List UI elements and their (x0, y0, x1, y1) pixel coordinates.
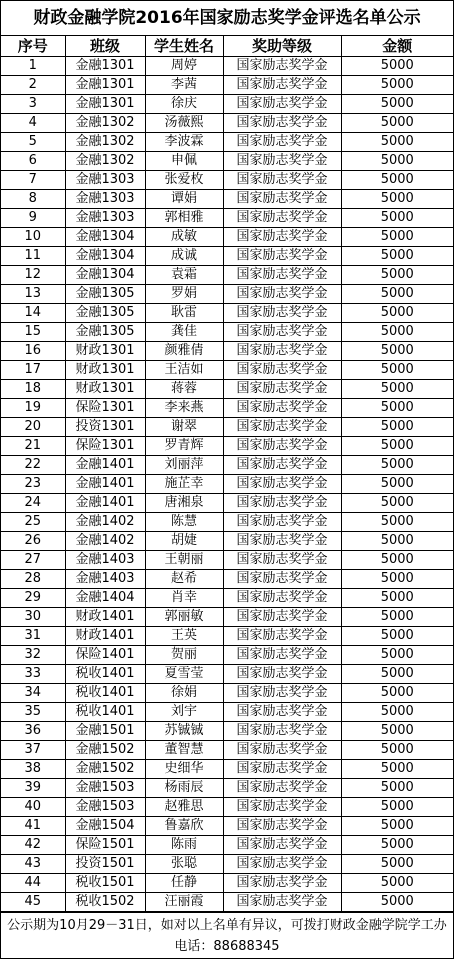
cell-student-name: 谭娟 (145, 190, 223, 209)
cell-class: 税收1401 (65, 684, 145, 703)
cell-class: 金融1303 (65, 171, 145, 190)
table-row (1, 836, 453, 855)
cell-amount: 5000 (341, 342, 453, 361)
cell-student-name: 贺丽 (145, 646, 223, 665)
cell-award-level: 国家励志奖学金 (223, 171, 341, 190)
table-row (1, 266, 453, 285)
cell-student-name: 王洁如 (145, 361, 223, 380)
cell-serial: 32 (1, 646, 65, 665)
cell-award-level: 国家励志奖学金 (223, 551, 341, 570)
cell-class: 金融1502 (65, 760, 145, 779)
cell-amount: 5000 (341, 57, 453, 76)
cell-award-level: 国家励志奖学金 (223, 342, 341, 361)
cell-student-name: 任静 (145, 874, 223, 893)
cell-serial: 25 (1, 513, 65, 532)
table-row (1, 646, 453, 665)
cell-amount: 5000 (341, 665, 453, 684)
table-row (1, 456, 453, 475)
cell-student-name: 成诚 (145, 247, 223, 266)
cell-award-level: 国家励志奖学金 (223, 874, 341, 893)
table-row (1, 171, 453, 190)
cell-serial: 45 (1, 893, 65, 912)
cell-award-level: 国家励志奖学金 (223, 646, 341, 665)
cell-amount: 5000 (341, 741, 453, 760)
cell-award-level: 国家励志奖学金 (223, 589, 341, 608)
cell-serial: 10 (1, 228, 65, 247)
table-row (1, 893, 453, 912)
cell-class: 保险1301 (65, 399, 145, 418)
cell-class: 金融1401 (65, 494, 145, 513)
table-row (1, 608, 453, 627)
table-row (1, 133, 453, 152)
cell-amount: 5000 (341, 722, 453, 741)
cell-class: 税收1502 (65, 893, 145, 912)
cell-class: 金融1305 (65, 323, 145, 342)
cell-serial: 29 (1, 589, 65, 608)
cell-serial: 44 (1, 874, 65, 893)
cell-class: 保险1401 (65, 646, 145, 665)
cell-student-name: 刘宇 (145, 703, 223, 722)
cell-serial: 14 (1, 304, 65, 323)
cell-amount: 5000 (341, 418, 453, 437)
cell-amount: 5000 (341, 95, 453, 114)
cell-student-name: 汤薇熙 (145, 114, 223, 133)
table-row (1, 855, 453, 874)
table-row (1, 57, 453, 76)
cell-class: 金融1301 (65, 57, 145, 76)
table-row (1, 342, 453, 361)
cell-serial: 22 (1, 456, 65, 475)
cell-amount: 5000 (341, 513, 453, 532)
cell-amount: 5000 (341, 608, 453, 627)
cell-student-name: 苏铖铖 (145, 722, 223, 741)
cell-class: 财政1301 (65, 380, 145, 399)
cell-student-name: 赵雅思 (145, 798, 223, 817)
cell-award-level: 国家励志奖学金 (223, 494, 341, 513)
header-class: 班级 (65, 36, 145, 57)
cell-student-name: 李茜 (145, 76, 223, 95)
cell-class: 金融1301 (65, 95, 145, 114)
cell-student-name: 刘丽萍 (145, 456, 223, 475)
cell-award-level: 国家励志奖学金 (223, 323, 341, 342)
cell-amount: 5000 (341, 798, 453, 817)
cell-serial: 39 (1, 779, 65, 798)
cell-award-level: 国家励志奖学金 (223, 760, 341, 779)
cell-award-level: 国家励志奖学金 (223, 152, 341, 171)
cell-amount: 5000 (341, 589, 453, 608)
cell-amount: 5000 (341, 399, 453, 418)
cell-serial: 7 (1, 171, 65, 190)
cell-amount: 5000 (341, 114, 453, 133)
cell-amount: 5000 (341, 361, 453, 380)
cell-student-name: 汪丽霞 (145, 893, 223, 912)
table-row (1, 361, 453, 380)
table-row (1, 741, 453, 760)
cell-class: 金融1502 (65, 741, 145, 760)
cell-serial: 11 (1, 247, 65, 266)
cell-award-level: 国家励志奖学金 (223, 285, 341, 304)
cell-award-level: 国家励志奖学金 (223, 665, 341, 684)
cell-class: 金融1304 (65, 228, 145, 247)
table-row (1, 437, 453, 456)
table-row (1, 570, 453, 589)
cell-amount: 5000 (341, 627, 453, 646)
cell-student-name: 史细华 (145, 760, 223, 779)
cell-amount: 5000 (341, 703, 453, 722)
table-row (1, 532, 453, 551)
table-row (1, 285, 453, 304)
table-row (1, 589, 453, 608)
table-row (1, 76, 453, 95)
table-row (1, 95, 453, 114)
cell-amount: 5000 (341, 323, 453, 342)
cell-class: 金融1402 (65, 532, 145, 551)
cell-class: 金融1501 (65, 722, 145, 741)
cell-class: 金融1301 (65, 76, 145, 95)
table-row (1, 418, 453, 437)
cell-student-name: 成敏 (145, 228, 223, 247)
cell-serial: 12 (1, 266, 65, 285)
cell-serial: 36 (1, 722, 65, 741)
cell-class: 金融1304 (65, 266, 145, 285)
cell-amount: 5000 (341, 893, 453, 912)
table-row (1, 494, 453, 513)
cell-class: 金融1401 (65, 475, 145, 494)
cell-student-name: 张聪 (145, 855, 223, 874)
cell-award-level: 国家励志奖学金 (223, 418, 341, 437)
cell-student-name: 王朝丽 (145, 551, 223, 570)
cell-class: 投资1301 (65, 418, 145, 437)
cell-award-level: 国家励志奖学金 (223, 855, 341, 874)
table-row (1, 703, 453, 722)
cell-award-level: 国家励志奖学金 (223, 266, 341, 285)
cell-student-name: 施芷幸 (145, 475, 223, 494)
cell-class: 税收1501 (65, 874, 145, 893)
cell-class: 金融1403 (65, 570, 145, 589)
cell-class: 金融1303 (65, 209, 145, 228)
cell-student-name: 张爱枚 (145, 171, 223, 190)
table-row (1, 114, 453, 133)
cell-class: 金融1302 (65, 133, 145, 152)
header-row (1, 36, 453, 57)
cell-amount: 5000 (341, 475, 453, 494)
cell-amount: 5000 (341, 304, 453, 323)
cell-award-level: 国家励志奖学金 (223, 608, 341, 627)
cell-amount: 5000 (341, 190, 453, 209)
cell-award-level: 国家励志奖学金 (223, 627, 341, 646)
cell-student-name: 申佩 (145, 152, 223, 171)
cell-student-name: 董智慧 (145, 741, 223, 760)
cell-award-level: 国家励志奖学金 (223, 437, 341, 456)
cell-serial: 23 (1, 475, 65, 494)
cell-class: 金融1302 (65, 114, 145, 133)
cell-award-level: 国家励志奖学金 (223, 190, 341, 209)
sheet-title: 财政金融学院2016年国家励志奖学金评选名单公示 (1, 1, 453, 36)
cell-serial: 40 (1, 798, 65, 817)
cell-serial: 15 (1, 323, 65, 342)
cell-serial: 16 (1, 342, 65, 361)
table-row (1, 722, 453, 741)
cell-serial: 31 (1, 627, 65, 646)
cell-student-name: 蒋蓉 (145, 380, 223, 399)
cell-student-name: 李来燕 (145, 399, 223, 418)
cell-class: 财政1301 (65, 342, 145, 361)
cell-serial: 24 (1, 494, 65, 513)
cell-amount: 5000 (341, 817, 453, 836)
cell-amount: 5000 (341, 779, 453, 798)
cell-serial: 35 (1, 703, 65, 722)
table-row (1, 798, 453, 817)
cell-student-name: 周婷 (145, 57, 223, 76)
cell-serial: 26 (1, 532, 65, 551)
table-row (1, 874, 453, 893)
cell-student-name: 唐湘泉 (145, 494, 223, 513)
cell-amount: 5000 (341, 760, 453, 779)
cell-class: 财政1301 (65, 361, 145, 380)
cell-serial: 33 (1, 665, 65, 684)
table-row (1, 228, 453, 247)
cell-amount: 5000 (341, 266, 453, 285)
cell-amount: 5000 (341, 836, 453, 855)
table-row (1, 665, 453, 684)
cell-serial: 41 (1, 817, 65, 836)
cell-serial: 42 (1, 836, 65, 855)
cell-amount: 5000 (341, 551, 453, 570)
cell-award-level: 国家励志奖学金 (223, 703, 341, 722)
header-serial: 序号 (1, 36, 65, 57)
cell-amount: 5000 (341, 76, 453, 95)
cell-amount: 5000 (341, 152, 453, 171)
cell-award-level: 国家励志奖学金 (223, 741, 341, 760)
cell-student-name: 耿雷 (145, 304, 223, 323)
cell-amount: 5000 (341, 494, 453, 513)
cell-class: 财政1401 (65, 608, 145, 627)
cell-award-level: 国家励志奖学金 (223, 209, 341, 228)
header-amount: 金额 (341, 36, 453, 57)
table-row (1, 779, 453, 798)
cell-award-level: 国家励志奖学金 (223, 817, 341, 836)
cell-student-name: 罗青辉 (145, 437, 223, 456)
cell-serial: 43 (1, 855, 65, 874)
table-row (1, 513, 453, 532)
cell-award-level: 国家励志奖学金 (223, 475, 341, 494)
cell-class: 金融1401 (65, 456, 145, 475)
cell-class: 金融1403 (65, 551, 145, 570)
cell-amount: 5000 (341, 456, 453, 475)
cell-class: 金融1504 (65, 817, 145, 836)
cell-serial: 5 (1, 133, 65, 152)
cell-serial: 1 (1, 57, 65, 76)
cell-amount: 5000 (341, 380, 453, 399)
cell-serial: 30 (1, 608, 65, 627)
table-row (1, 209, 453, 228)
cell-serial: 4 (1, 114, 65, 133)
cell-award-level: 国家励志奖学金 (223, 779, 341, 798)
table-row (1, 323, 453, 342)
table-row (1, 684, 453, 703)
header-award-level: 奖助等级 (223, 36, 341, 57)
cell-amount: 5000 (341, 171, 453, 190)
cell-serial: 37 (1, 741, 65, 760)
cell-class: 金融1305 (65, 304, 145, 323)
cell-student-name: 陈慧 (145, 513, 223, 532)
cell-class: 投资1501 (65, 855, 145, 874)
cell-amount: 5000 (341, 209, 453, 228)
cell-student-name: 龚佳 (145, 323, 223, 342)
cell-amount: 5000 (341, 532, 453, 551)
cell-student-name: 郭丽敏 (145, 608, 223, 627)
cell-award-level: 国家励志奖学金 (223, 399, 341, 418)
cell-class: 财政1401 (65, 627, 145, 646)
table-row (1, 247, 453, 266)
cell-serial: 3 (1, 95, 65, 114)
cell-serial: 34 (1, 684, 65, 703)
table-row (1, 304, 453, 323)
cell-serial: 38 (1, 760, 65, 779)
cell-student-name: 夏雪莹 (145, 665, 223, 684)
cell-serial: 6 (1, 152, 65, 171)
cell-student-name: 胡婕 (145, 532, 223, 551)
cell-award-level: 国家励志奖学金 (223, 570, 341, 589)
cell-student-name: 郭相雅 (145, 209, 223, 228)
cell-serial: 27 (1, 551, 65, 570)
cell-serial: 8 (1, 190, 65, 209)
cell-serial: 28 (1, 570, 65, 589)
cell-award-level: 国家励志奖学金 (223, 836, 341, 855)
cell-student-name: 罗娟 (145, 285, 223, 304)
cell-award-level: 国家励志奖学金 (223, 893, 341, 912)
cell-award-level: 国家励志奖学金 (223, 114, 341, 133)
cell-class: 税收1401 (65, 703, 145, 722)
cell-amount: 5000 (341, 437, 453, 456)
award-table (1, 36, 453, 912)
cell-student-name: 杨雨辰 (145, 779, 223, 798)
cell-class: 金融1302 (65, 152, 145, 171)
cell-amount: 5000 (341, 646, 453, 665)
cell-serial: 2 (1, 76, 65, 95)
cell-student-name: 赵希 (145, 570, 223, 589)
cell-award-level: 国家励志奖学金 (223, 532, 341, 551)
cell-serial: 13 (1, 285, 65, 304)
cell-class: 金融1503 (65, 798, 145, 817)
cell-serial: 9 (1, 209, 65, 228)
table-row (1, 760, 453, 779)
cell-amount: 5000 (341, 855, 453, 874)
cell-student-name: 鲁嘉欣 (145, 817, 223, 836)
cell-student-name: 徐娟 (145, 684, 223, 703)
cell-student-name: 陈雨 (145, 836, 223, 855)
cell-serial: 19 (1, 399, 65, 418)
cell-class: 保险1501 (65, 836, 145, 855)
cell-class: 金融1503 (65, 779, 145, 798)
cell-class: 金融1404 (65, 589, 145, 608)
cell-class: 税收1401 (65, 665, 145, 684)
cell-award-level: 国家励志奖学金 (223, 133, 341, 152)
cell-class: 保险1301 (65, 437, 145, 456)
cell-award-level: 国家励志奖学金 (223, 513, 341, 532)
cell-student-name: 肖幸 (145, 589, 223, 608)
cell-award-level: 国家励志奖学金 (223, 76, 341, 95)
table-row (1, 475, 453, 494)
cell-amount: 5000 (341, 285, 453, 304)
cell-award-level: 国家励志奖学金 (223, 456, 341, 475)
cell-award-level: 国家励志奖学金 (223, 361, 341, 380)
table-row (1, 627, 453, 646)
cell-amount: 5000 (341, 133, 453, 152)
cell-class: 金融1305 (65, 285, 145, 304)
cell-amount: 5000 (341, 228, 453, 247)
cell-amount: 5000 (341, 684, 453, 703)
header-student-name: 学生姓名 (145, 36, 223, 57)
table-row (1, 380, 453, 399)
cell-serial: 21 (1, 437, 65, 456)
cell-award-level: 国家励志奖学金 (223, 228, 341, 247)
cell-award-level: 国家励志奖学金 (223, 95, 341, 114)
cell-class: 金融1402 (65, 513, 145, 532)
cell-award-level: 国家励志奖学金 (223, 380, 341, 399)
cell-student-name: 王英 (145, 627, 223, 646)
cell-award-level: 国家励志奖学金 (223, 722, 341, 741)
cell-student-name: 颜雅倩 (145, 342, 223, 361)
cell-serial: 17 (1, 361, 65, 380)
cell-student-name: 李波霖 (145, 133, 223, 152)
cell-serial: 20 (1, 418, 65, 437)
cell-award-level: 国家励志奖学金 (223, 247, 341, 266)
notice-text: 公示期为10月29－31日，如对以上名单有异议，可拨打财政金融学院学工办电话：88688345 (1, 912, 453, 958)
cell-amount: 5000 (341, 570, 453, 589)
cell-class: 金融1303 (65, 190, 145, 209)
table-row (1, 551, 453, 570)
cell-serial: 18 (1, 380, 65, 399)
cell-award-level: 国家励志奖学金 (223, 304, 341, 323)
table-row (1, 817, 453, 836)
cell-student-name: 袁霜 (145, 266, 223, 285)
cell-award-level: 国家励志奖学金 (223, 57, 341, 76)
table-row (1, 190, 453, 209)
cell-award-level: 国家励志奖学金 (223, 684, 341, 703)
cell-amount: 5000 (341, 874, 453, 893)
table-row (1, 152, 453, 171)
cell-student-name: 徐庆 (145, 95, 223, 114)
table-row (1, 399, 453, 418)
cell-class: 金融1304 (65, 247, 145, 266)
cell-amount: 5000 (341, 247, 453, 266)
cell-student-name: 谢翠 (145, 418, 223, 437)
cell-award-level: 国家励志奖学金 (223, 798, 341, 817)
